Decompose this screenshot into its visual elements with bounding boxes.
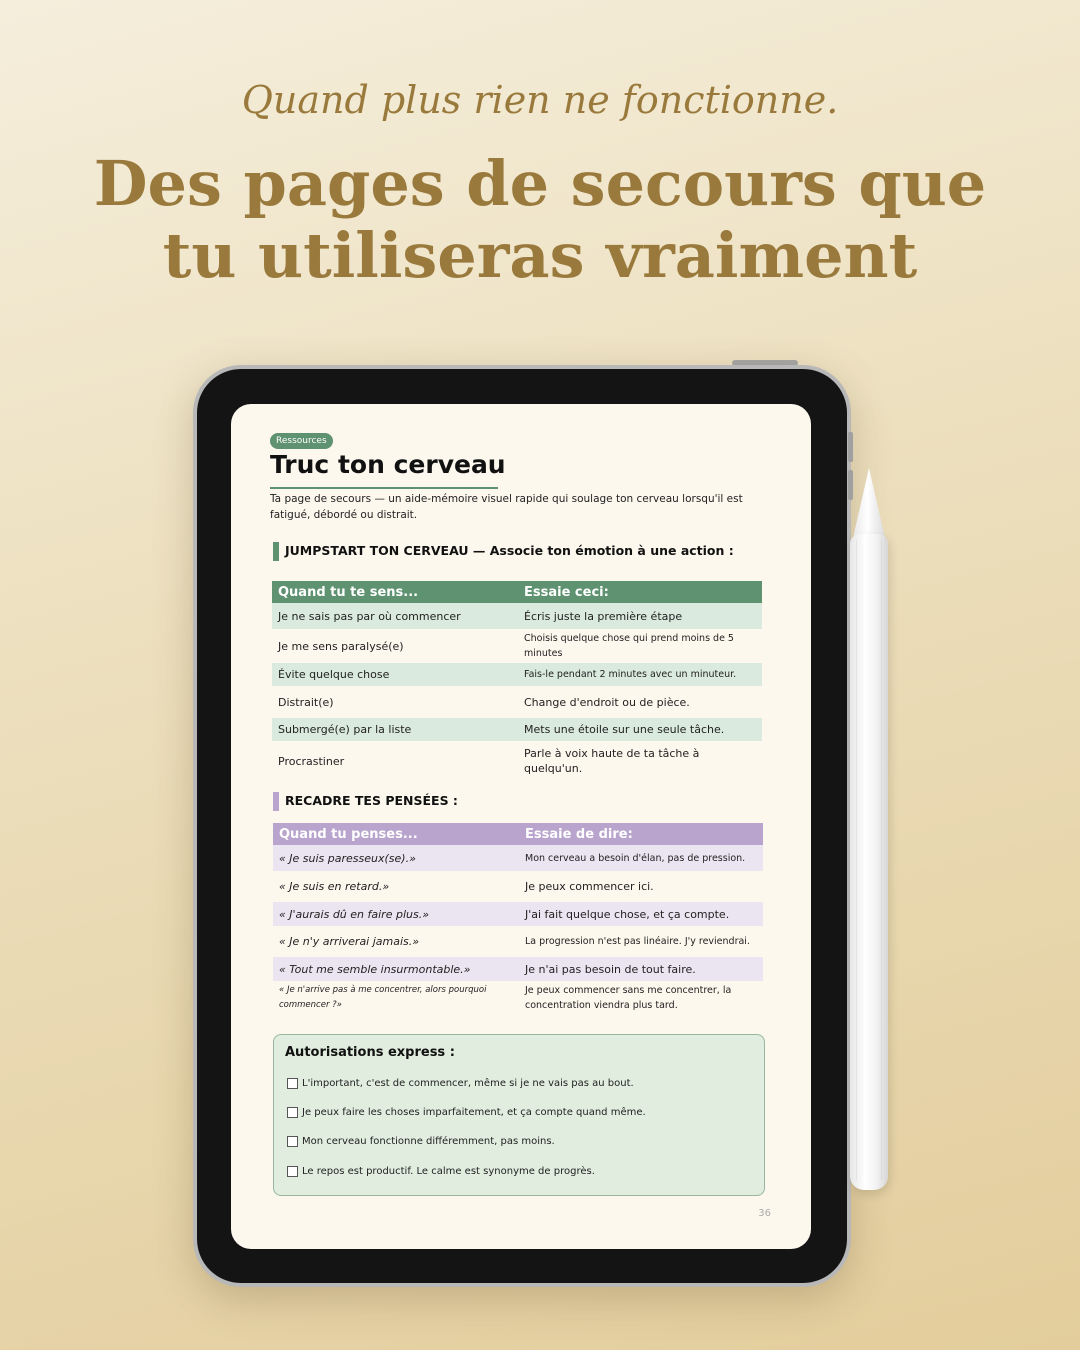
intro-text: Ta page de secours — un aide-mémoire visuel rapide qui soulage ton cerveau lorsqu'il est fatigué, débordé ou distrait.: [270, 493, 743, 521]
thought-cell: « Je n'arrive pas à me concentrer, alors pourquoi commencer ?»: [279, 985, 487, 1010]
table-row: [272, 718, 762, 741]
reframe-cell: Mon cerveau a besoin d'élan, pas de pression.: [519, 845, 763, 871]
reframe-cell: La progression n'est pas linéaire. J'y reviendrai.: [525, 936, 750, 947]
thought-cell: « Je suis paresseux(se).»: [273, 845, 519, 871]
action-cell: Fais-le pendant 2 minutes avec un minuteur.: [518, 663, 762, 686]
checkbox[interactable]: [287, 1166, 298, 1177]
table-row: [273, 902, 763, 926]
column-header: Quand tu penses...: [273, 823, 519, 845]
table-row: [272, 663, 762, 686]
page-title: Truc ton cerveau: [270, 450, 506, 479]
thought-cell: « J'aurais dû en faire plus.»: [273, 902, 519, 926]
pencil-flat-side: [856, 540, 882, 1180]
category-badge: Ressources: [270, 433, 333, 449]
table-row: [273, 845, 763, 871]
action-cell: Choisis quelque chose qui prend moins de 5 minutes: [524, 633, 734, 659]
checkbox[interactable]: [287, 1078, 298, 1089]
permissions-title: Autorisations express :: [285, 1045, 455, 1060]
action-cell: Écris juste la première étape: [518, 603, 762, 629]
title-underline: [270, 487, 498, 489]
table-row: [273, 981, 763, 1015]
reframe-cell: Je peux commencer sans me concentrer, la concentration viendra plus tard.: [525, 985, 732, 1011]
reframe-thoughts-table: [273, 823, 763, 1015]
reframe-cell: Je n'ai pas besoin de tout faire.: [519, 957, 763, 981]
headline-line-1: Des pages de secours que: [93, 147, 987, 220]
permission-text: Je peux faire les choses imparfaitement, et ça compte quand même.: [302, 1107, 646, 1118]
feeling-cell: Évite quelque chose: [272, 663, 518, 686]
promo-headline: [0, 148, 1080, 292]
section-marker: [273, 542, 279, 561]
table-header-row: [273, 823, 763, 845]
permission-item: [287, 1136, 555, 1147]
table-row: [272, 629, 762, 663]
permission-item: [287, 1078, 634, 1089]
page-number: 36: [758, 1208, 771, 1219]
table-row: [272, 686, 762, 718]
permission-item: [287, 1107, 646, 1118]
permission-text: Mon cerveau fonctionne différemment, pas moins.: [302, 1136, 555, 1147]
tablet-screen: [231, 404, 811, 1249]
permission-text: L'important, c'est de commencer, même si je ne vais pas au bout.: [302, 1078, 634, 1089]
column-header: Quand tu te sens...: [272, 581, 518, 603]
permissions-box: [273, 1034, 765, 1196]
checkbox[interactable]: [287, 1136, 298, 1147]
action-cell: Parle à voix haute de ta tâche à quelqu'un.: [524, 747, 700, 775]
table-row: [273, 957, 763, 981]
section-heading-text: JUMPSTART TON CERVEAU — Associe ton émotion à une action :: [285, 543, 734, 558]
table-header-row: [272, 581, 762, 603]
pencil-tip: [853, 468, 885, 538]
tablet-volume-down-button: [848, 470, 853, 500]
checkbox[interactable]: [287, 1107, 298, 1118]
thought-cell: « Je n'y arriverai jamais.»: [279, 935, 420, 948]
feeling-cell: Je ne sais pas par où commencer: [272, 603, 518, 629]
reframe-cell: Je peux commencer ici.: [525, 880, 654, 893]
thought-cell: « Je suis en retard.»: [279, 880, 390, 893]
thought-cell: « Tout me semble insurmontable.»: [273, 957, 519, 981]
section-jumpstart-heading: [273, 543, 734, 558]
feeling-cell: Je me sens paralysé(e): [278, 639, 404, 653]
table-row: [273, 926, 763, 957]
column-header: Essaie ceci:: [518, 581, 762, 603]
table-row: [272, 603, 762, 629]
permission-item: [287, 1166, 595, 1177]
section-heading-text: RECADRE TES PENSÉES :: [285, 793, 458, 808]
emotion-action-table: [272, 581, 762, 781]
reframe-cell: J'ai fait quelque chose, et ça compte.: [519, 902, 763, 926]
tablet-volume-up-button: [848, 432, 853, 462]
headline-line-2: tu utiliseras vraiment: [162, 219, 918, 292]
feeling-cell: Distrait(e): [278, 695, 334, 709]
action-cell: Change d'endroit ou de pièce.: [524, 695, 690, 709]
section-marker: [273, 792, 279, 811]
promo-tagline: Quand plus rien ne fonctionne.: [241, 78, 839, 122]
column-header: Essaie de dire:: [519, 823, 763, 845]
section-reframe-heading: [273, 793, 458, 808]
feeling-cell: Submergé(e) par la liste: [272, 718, 518, 741]
feeling-cell: Procrastiner: [278, 754, 345, 768]
table-row: [273, 871, 763, 902]
action-cell: Mets une étoile sur une seule tâche.: [518, 718, 762, 741]
table-row: [272, 741, 762, 781]
permission-text: Le repos est productif. Le calme est synonyme de progrès.: [302, 1166, 595, 1177]
